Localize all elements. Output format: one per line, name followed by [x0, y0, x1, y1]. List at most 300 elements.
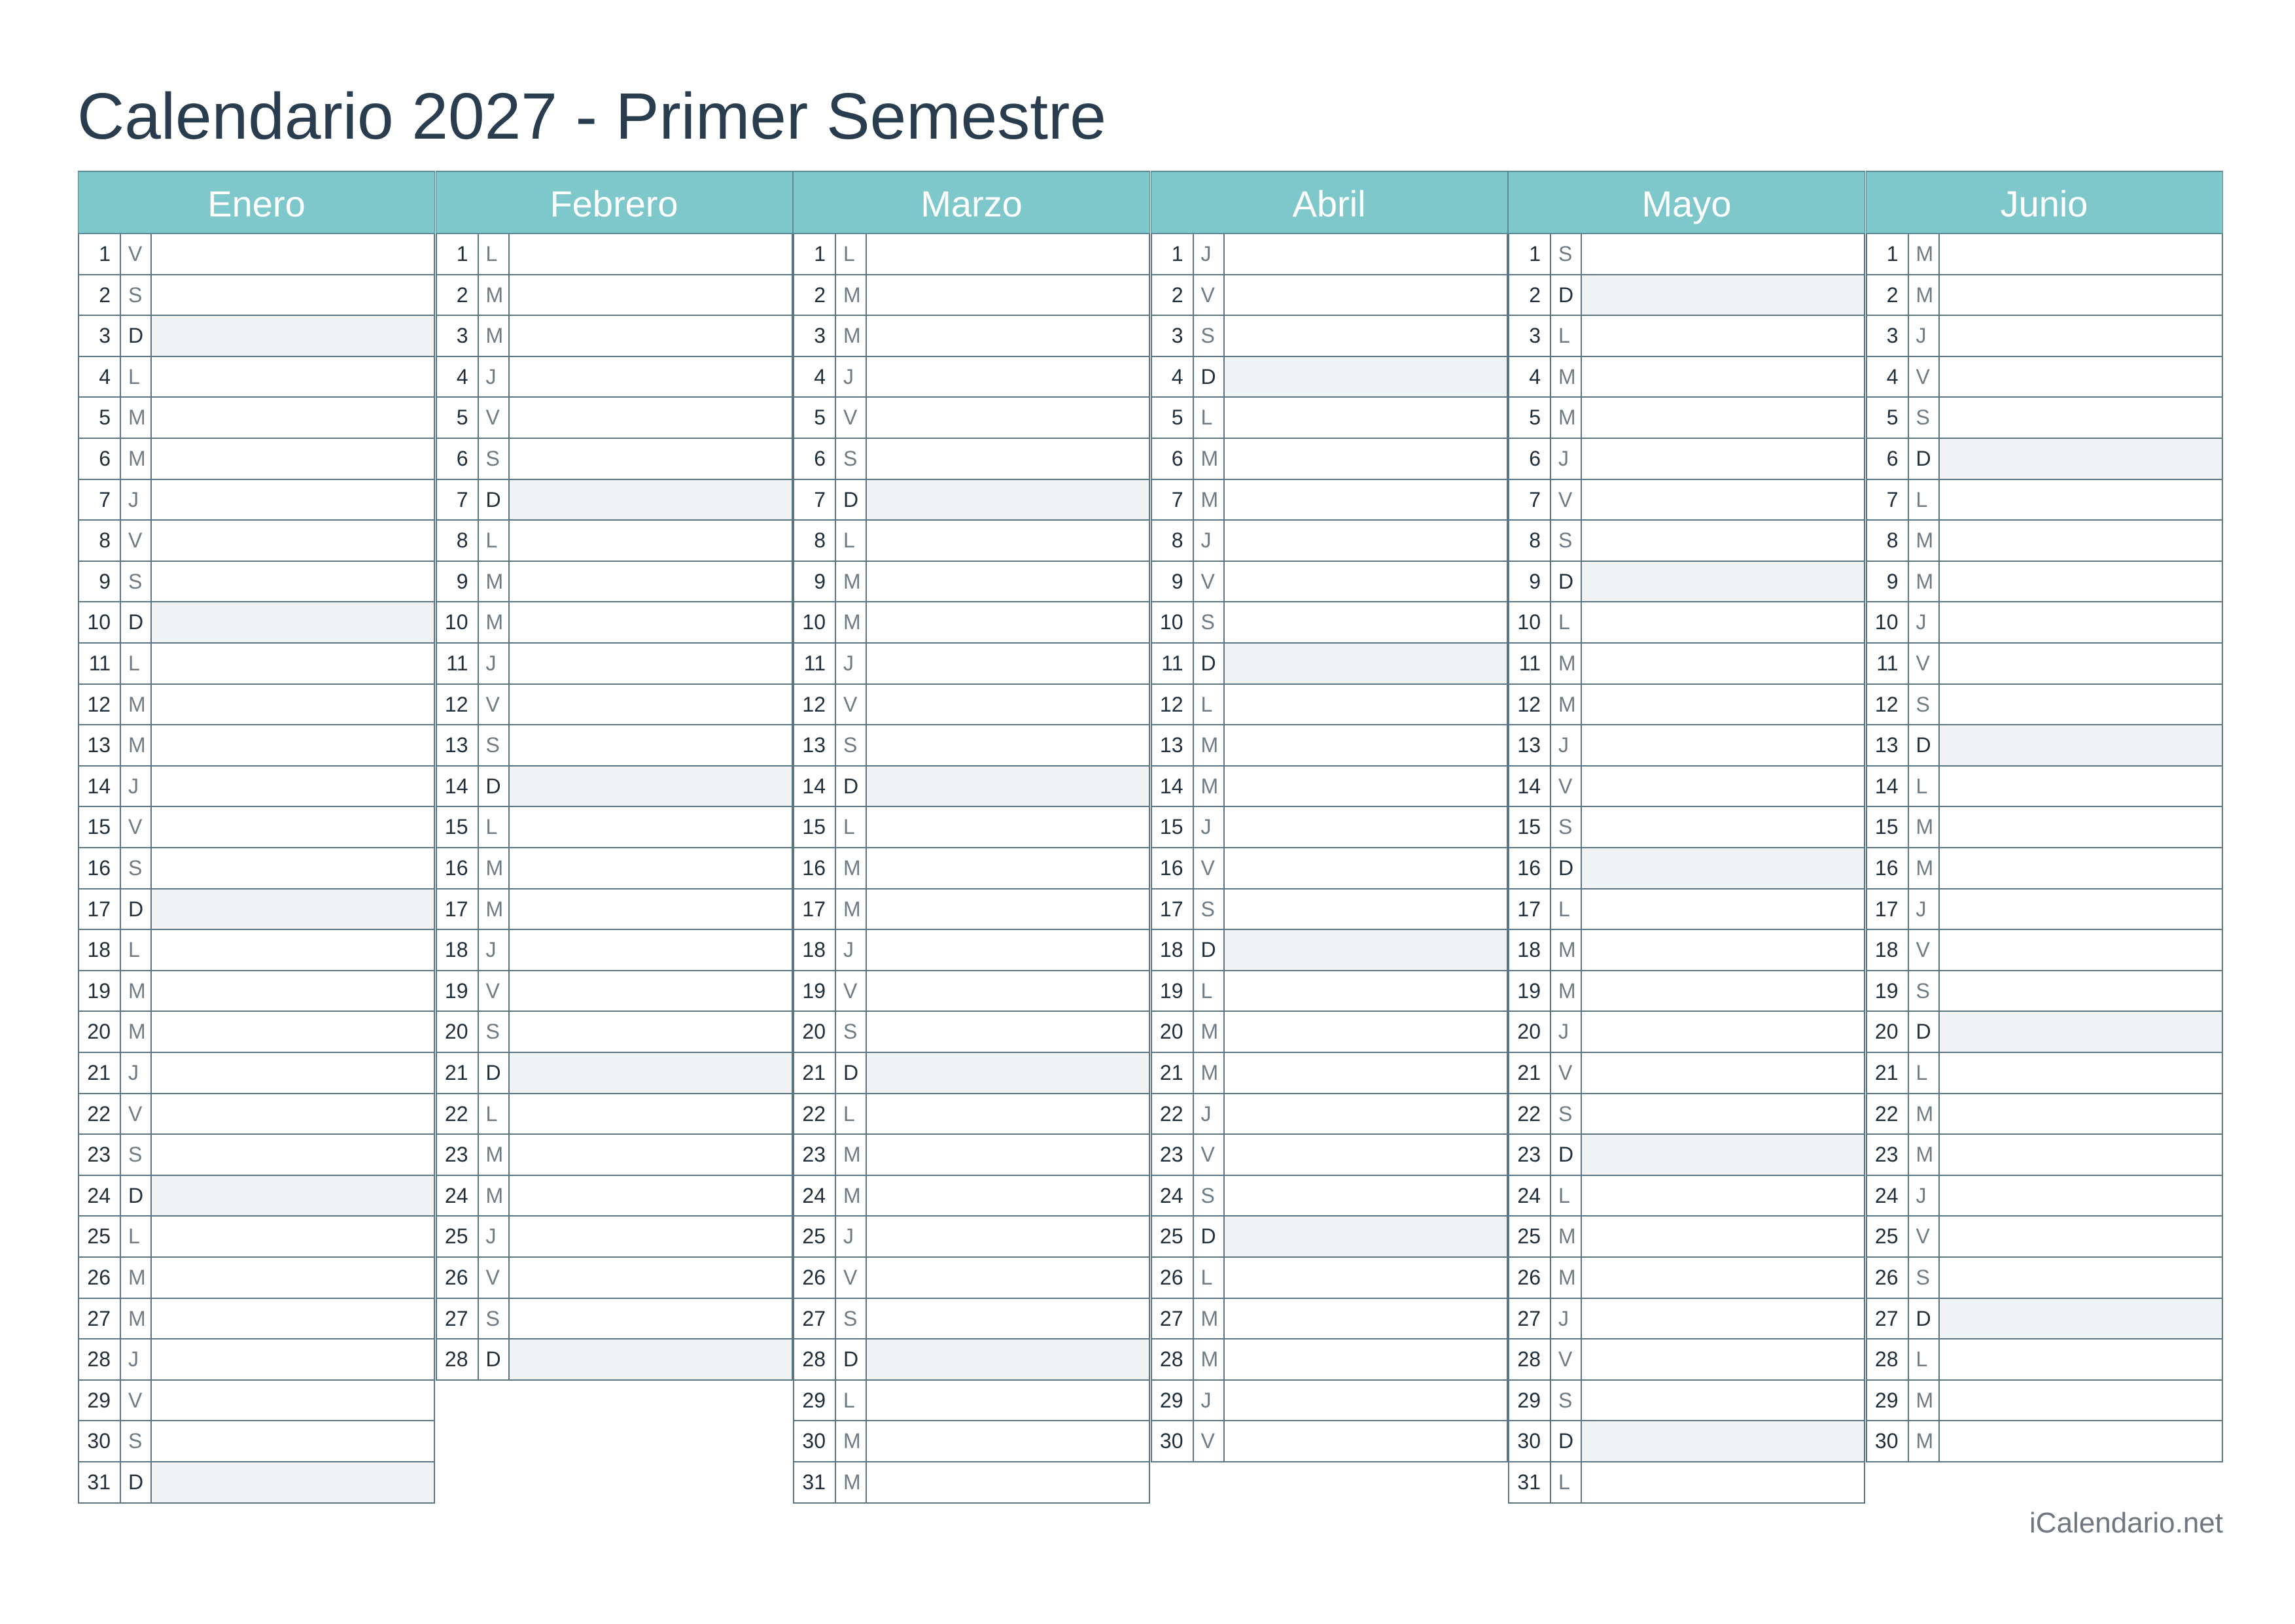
day-row	[1151, 234, 1508, 275]
weekday-letter: L	[836, 807, 867, 847]
day-number: 26	[1509, 1258, 1551, 1298]
day-number: 15	[437, 807, 479, 847]
weekday-letter: L	[1909, 1053, 1940, 1093]
day-note-cell	[510, 1135, 792, 1175]
weekday-letter: M	[121, 725, 152, 765]
weekday-letter: M	[121, 1258, 152, 1298]
day-row	[436, 1217, 793, 1258]
day-row	[1151, 1176, 1508, 1217]
day-number: 24	[79, 1176, 121, 1216]
day-number: 24	[1152, 1176, 1194, 1216]
weekday-letter: D	[121, 602, 152, 642]
day-note-cell	[510, 971, 792, 1011]
weekday-letter: M	[1551, 357, 1582, 397]
day-row	[436, 357, 793, 398]
day-note-cell	[1582, 1381, 1864, 1421]
day-note-cell	[1940, 725, 2222, 765]
day-row	[1866, 1421, 2223, 1462]
day-row	[1151, 480, 1508, 521]
day-note-cell	[152, 1258, 434, 1298]
day-row	[793, 1217, 1150, 1258]
day-number: 18	[1152, 930, 1194, 970]
day-row	[1866, 275, 2223, 317]
day-number: 16	[1509, 848, 1551, 888]
weekday-letter: M	[479, 1135, 510, 1175]
weekday-letter: V	[479, 1258, 510, 1298]
day-number: 11	[79, 644, 121, 683]
day-row	[436, 807, 793, 848]
day-row	[793, 357, 1150, 398]
day-note-cell	[1225, 848, 1507, 888]
weekday-letter: M	[479, 602, 510, 642]
day-row	[1151, 1217, 1508, 1258]
day-note-cell	[1582, 807, 1864, 847]
weekday-letter: M	[836, 316, 867, 356]
weekday-letter: D	[836, 767, 867, 806]
day-note-cell	[1225, 1217, 1507, 1256]
day-note-cell	[510, 1258, 792, 1298]
day-number: 16	[79, 848, 121, 888]
day-note-cell	[510, 1012, 792, 1052]
day-number: 22	[794, 1094, 836, 1134]
day-row	[1508, 1462, 1865, 1504]
day-number: 28	[1509, 1339, 1551, 1379]
day-number: 19	[794, 971, 836, 1011]
day-row	[436, 398, 793, 439]
month-column-mayo	[1508, 171, 1865, 1494]
weekday-letter: V	[1194, 562, 1225, 602]
day-row	[1151, 439, 1508, 480]
day-row	[793, 644, 1150, 685]
weekday-letter: M	[479, 316, 510, 356]
day-row	[1866, 562, 2223, 603]
day-note-cell	[1225, 234, 1507, 274]
day-row	[436, 767, 793, 808]
day-number: 1	[1152, 234, 1194, 274]
day-note-cell	[510, 275, 792, 315]
day-row	[78, 890, 435, 931]
day-row	[1151, 1421, 1508, 1462]
weekday-letter: J	[121, 1053, 152, 1093]
day-number: 31	[1509, 1462, 1551, 1502]
weekday-letter: M	[1909, 1135, 1940, 1175]
day-number: 13	[79, 725, 121, 765]
day-note-cell	[510, 316, 792, 356]
day-number: 17	[1509, 890, 1551, 929]
weekday-letter: S	[121, 1421, 152, 1461]
day-row	[1866, 398, 2223, 439]
weekday-letter: M	[836, 562, 867, 602]
day-row	[436, 1176, 793, 1217]
day-row	[1151, 1053, 1508, 1094]
day-row	[793, 685, 1150, 726]
day-number: 7	[1867, 480, 1909, 520]
day-number: 18	[1867, 930, 1909, 970]
month-column-febrero	[436, 171, 793, 1372]
day-row	[1508, 521, 1865, 562]
day-note-cell	[152, 1176, 434, 1216]
day-number: 14	[437, 767, 479, 806]
day-row	[1508, 234, 1865, 275]
weekday-letter: S	[1551, 234, 1582, 274]
day-row	[436, 971, 793, 1012]
day-number: 21	[794, 1053, 836, 1093]
site-credit: iCalendario.net	[2029, 1507, 2223, 1539]
day-note-cell	[867, 275, 1149, 315]
weekday-letter: L	[1909, 767, 1940, 806]
day-row	[793, 1135, 1150, 1176]
day-row	[1508, 602, 1865, 644]
day-note-cell	[510, 685, 792, 725]
weekday-letter: S	[121, 275, 152, 315]
day-number: 2	[1152, 275, 1194, 315]
day-note-cell	[1225, 439, 1507, 479]
day-row	[793, 930, 1150, 971]
weekday-letter: J	[121, 480, 152, 520]
day-note-cell	[1582, 1012, 1864, 1052]
weekday-letter: D	[479, 1339, 510, 1379]
day-note-cell	[510, 1176, 792, 1216]
day-note-cell	[1940, 1176, 2222, 1216]
weekday-letter: D	[1551, 1135, 1582, 1175]
day-row	[793, 848, 1150, 890]
weekday-letter: J	[479, 1217, 510, 1256]
day-note-cell	[152, 1217, 434, 1256]
day-number: 7	[437, 480, 479, 520]
day-row	[436, 602, 793, 644]
day-row	[1151, 562, 1508, 603]
weekday-letter: D	[121, 1462, 152, 1502]
day-number: 13	[1152, 725, 1194, 765]
day-note-cell	[867, 807, 1149, 847]
page-title: Calendario 2027 - Primer Semestre	[77, 80, 1106, 153]
day-row	[1866, 1258, 2223, 1299]
weekday-letter: S	[479, 1012, 510, 1052]
weekday-letter: L	[121, 357, 152, 397]
day-note-cell	[152, 971, 434, 1011]
day-note-cell	[152, 562, 434, 602]
weekday-letter: D	[121, 890, 152, 929]
day-row	[1508, 685, 1865, 726]
day-number: 30	[794, 1421, 836, 1461]
day-row	[1151, 316, 1508, 357]
day-number: 19	[1152, 971, 1194, 1011]
day-number: 31	[794, 1462, 836, 1502]
day-row	[1508, 1258, 1865, 1299]
day-note-cell	[867, 1053, 1149, 1093]
day-number: 6	[1867, 439, 1909, 479]
day-number: 5	[1152, 398, 1194, 438]
day-note-cell	[867, 1094, 1149, 1134]
weekday-letter: D	[1551, 275, 1582, 315]
day-row	[78, 562, 435, 603]
day-number: 21	[1509, 1053, 1551, 1093]
weekday-letter: M	[1909, 1094, 1940, 1134]
weekday-letter: J	[836, 644, 867, 683]
day-note-cell	[867, 1012, 1149, 1052]
day-note-cell	[152, 848, 434, 888]
weekday-letter: D	[836, 1339, 867, 1379]
day-note-cell	[867, 971, 1149, 1011]
weekday-letter: V	[121, 807, 152, 847]
day-note-cell	[1582, 1258, 1864, 1298]
weekday-letter: D	[479, 1053, 510, 1093]
weekday-letter: L	[479, 807, 510, 847]
day-row	[436, 316, 793, 357]
day-row	[78, 1381, 435, 1422]
day-number: 27	[1152, 1299, 1194, 1339]
weekday-letter: M	[1194, 1012, 1225, 1052]
day-number: 22	[437, 1094, 479, 1134]
weekday-letter: L	[479, 1094, 510, 1134]
day-row	[78, 807, 435, 848]
day-number: 30	[1867, 1421, 1909, 1461]
day-row	[1866, 1339, 2223, 1381]
day-number: 22	[1152, 1094, 1194, 1134]
day-row	[1866, 890, 2223, 931]
day-number: 4	[437, 357, 479, 397]
day-number: 1	[1509, 234, 1551, 274]
day-note-cell	[867, 930, 1149, 970]
weekday-letter: M	[1909, 807, 1940, 847]
weekday-letter: J	[479, 930, 510, 970]
weekday-letter: V	[479, 685, 510, 725]
day-number: 21	[79, 1053, 121, 1093]
day-row	[1866, 1135, 2223, 1176]
weekday-letter: M	[1194, 767, 1225, 806]
weekday-letter: L	[121, 1217, 152, 1256]
day-number: 26	[1152, 1258, 1194, 1298]
day-note-cell	[867, 398, 1149, 438]
weekday-letter: V	[1194, 1135, 1225, 1175]
day-note-cell	[510, 930, 792, 970]
day-note-cell	[510, 807, 792, 847]
day-note-cell	[1582, 1053, 1864, 1093]
day-row	[793, 1462, 1150, 1504]
day-note-cell	[1582, 848, 1864, 888]
weekday-letter: J	[836, 930, 867, 970]
day-note-cell	[1582, 1135, 1864, 1175]
day-number: 17	[1152, 890, 1194, 929]
weekday-letter: D	[1551, 848, 1582, 888]
day-note-cell	[510, 1299, 792, 1339]
day-number: 29	[79, 1381, 121, 1421]
day-number: 5	[794, 398, 836, 438]
day-number: 8	[79, 521, 121, 561]
day-number: 13	[1867, 725, 1909, 765]
weekday-letter: D	[836, 480, 867, 520]
day-note-cell	[867, 1339, 1149, 1379]
day-note-cell	[152, 316, 434, 356]
weekday-letter: V	[121, 1094, 152, 1134]
day-note-cell	[510, 480, 792, 520]
weekday-letter: M	[121, 439, 152, 479]
day-row	[436, 1135, 793, 1176]
day-note-cell	[510, 644, 792, 683]
day-number: 29	[1867, 1381, 1909, 1421]
day-note-cell	[1225, 644, 1507, 683]
day-number: 22	[1509, 1094, 1551, 1134]
day-note-cell	[1940, 807, 2222, 847]
day-row	[1866, 480, 2223, 521]
weekday-letter: J	[836, 1217, 867, 1256]
day-row	[1866, 1012, 2223, 1053]
weekday-letter: J	[1194, 521, 1225, 561]
day-number: 2	[1867, 275, 1909, 315]
day-number: 12	[794, 685, 836, 725]
day-note-cell	[867, 725, 1149, 765]
weekday-letter: J	[1194, 234, 1225, 274]
day-number: 3	[1509, 316, 1551, 356]
day-note-cell	[1582, 316, 1864, 356]
day-number: 28	[1152, 1339, 1194, 1379]
day-number: 14	[1152, 767, 1194, 806]
weekday-letter: M	[1909, 562, 1940, 602]
day-row	[1508, 1421, 1865, 1462]
day-number: 9	[79, 562, 121, 602]
day-note-cell	[152, 1421, 434, 1461]
day-row	[436, 1053, 793, 1094]
day-row	[793, 1258, 1150, 1299]
day-number: 8	[1867, 521, 1909, 561]
day-number: 27	[794, 1299, 836, 1339]
day-number: 17	[1867, 890, 1909, 929]
day-row	[793, 602, 1150, 644]
day-note-cell	[152, 1381, 434, 1421]
day-note-cell	[1225, 1053, 1507, 1093]
day-number: 6	[437, 439, 479, 479]
day-note-cell	[1225, 685, 1507, 725]
day-note-cell	[1940, 1217, 2222, 1256]
day-row	[1508, 1053, 1865, 1094]
day-number: 28	[79, 1339, 121, 1379]
day-row	[1151, 602, 1508, 644]
day-note-cell	[1940, 1421, 2222, 1461]
day-row	[1151, 398, 1508, 439]
day-row	[1866, 848, 2223, 890]
day-note-cell	[867, 1299, 1149, 1339]
day-number: 12	[1509, 685, 1551, 725]
day-row	[793, 480, 1150, 521]
day-row	[1151, 1094, 1508, 1135]
month-column-marzo	[793, 171, 1150, 1494]
day-row	[1508, 848, 1865, 890]
day-row	[793, 234, 1150, 275]
day-row	[793, 439, 1150, 480]
day-note-cell	[867, 439, 1149, 479]
day-number: 27	[1867, 1299, 1909, 1339]
day-number: 25	[1152, 1217, 1194, 1256]
weekday-letter: S	[1194, 1176, 1225, 1216]
day-row	[1508, 644, 1865, 685]
day-row	[1508, 1094, 1865, 1135]
day-number: 28	[794, 1339, 836, 1379]
day-note-cell	[1582, 890, 1864, 929]
day-number: 9	[794, 562, 836, 602]
day-note-cell	[510, 602, 792, 642]
day-number: 11	[1867, 644, 1909, 683]
weekday-letter: V	[479, 398, 510, 438]
day-row	[1866, 1217, 2223, 1258]
weekday-letter: M	[1551, 971, 1582, 1011]
weekday-letter: J	[1551, 439, 1582, 479]
day-note-cell	[1582, 1217, 1864, 1256]
day-number: 29	[1509, 1381, 1551, 1421]
weekday-letter: M	[1551, 930, 1582, 970]
day-row	[1151, 930, 1508, 971]
day-note-cell	[1582, 602, 1864, 642]
weekday-letter: V	[1909, 357, 1940, 397]
day-note-cell	[510, 1339, 792, 1379]
weekday-letter: S	[1551, 521, 1582, 561]
day-number: 26	[794, 1258, 836, 1298]
weekday-letter: J	[1551, 1012, 1582, 1052]
day-row	[1508, 357, 1865, 398]
day-row	[1508, 398, 1865, 439]
day-number: 3	[1867, 316, 1909, 356]
day-row	[78, 1299, 435, 1340]
day-number: 21	[437, 1053, 479, 1093]
day-row	[1866, 357, 2223, 398]
weekday-letter: S	[836, 1012, 867, 1052]
weekday-letter: D	[1194, 1217, 1225, 1256]
day-note-cell	[1940, 848, 2222, 888]
day-note-cell	[510, 1053, 792, 1093]
day-note-cell	[510, 1217, 792, 1256]
day-row	[1866, 971, 2223, 1012]
day-row	[793, 890, 1150, 931]
weekday-letter: S	[1909, 398, 1940, 438]
day-number: 11	[437, 644, 479, 683]
day-number: 20	[1867, 1012, 1909, 1052]
day-row	[78, 1462, 435, 1504]
weekday-letter: D	[1909, 1299, 1940, 1339]
weekday-letter: M	[479, 1176, 510, 1216]
day-note-cell	[867, 562, 1149, 602]
day-note-cell	[152, 1339, 434, 1379]
day-row	[1508, 725, 1865, 767]
day-number: 31	[79, 1462, 121, 1502]
day-row	[78, 1176, 435, 1217]
day-note-cell	[152, 1094, 434, 1134]
day-row	[1151, 1381, 1508, 1422]
day-note-cell	[867, 1258, 1149, 1298]
day-note-cell	[1940, 1053, 2222, 1093]
day-note-cell	[1582, 480, 1864, 520]
weekday-letter: V	[836, 1258, 867, 1298]
day-note-cell	[1225, 1094, 1507, 1134]
day-row	[78, 1094, 435, 1135]
weekday-letter: M	[1909, 1381, 1940, 1421]
month-column-junio	[1866, 171, 2223, 1453]
day-note-cell	[152, 521, 434, 561]
day-number: 5	[437, 398, 479, 438]
weekday-letter: L	[1909, 480, 1940, 520]
day-note-cell	[1940, 1012, 2222, 1052]
day-row	[436, 1299, 793, 1340]
day-number: 18	[1509, 930, 1551, 970]
weekday-letter: L	[121, 930, 152, 970]
day-number: 19	[1867, 971, 1909, 1011]
day-note-cell	[1940, 1339, 2222, 1379]
day-number: 21	[1152, 1053, 1194, 1093]
day-row	[1508, 480, 1865, 521]
day-number: 30	[1152, 1421, 1194, 1461]
weekday-letter: M	[1909, 848, 1940, 888]
weekday-letter: D	[1194, 357, 1225, 397]
day-row	[436, 848, 793, 890]
day-number: 2	[79, 275, 121, 315]
